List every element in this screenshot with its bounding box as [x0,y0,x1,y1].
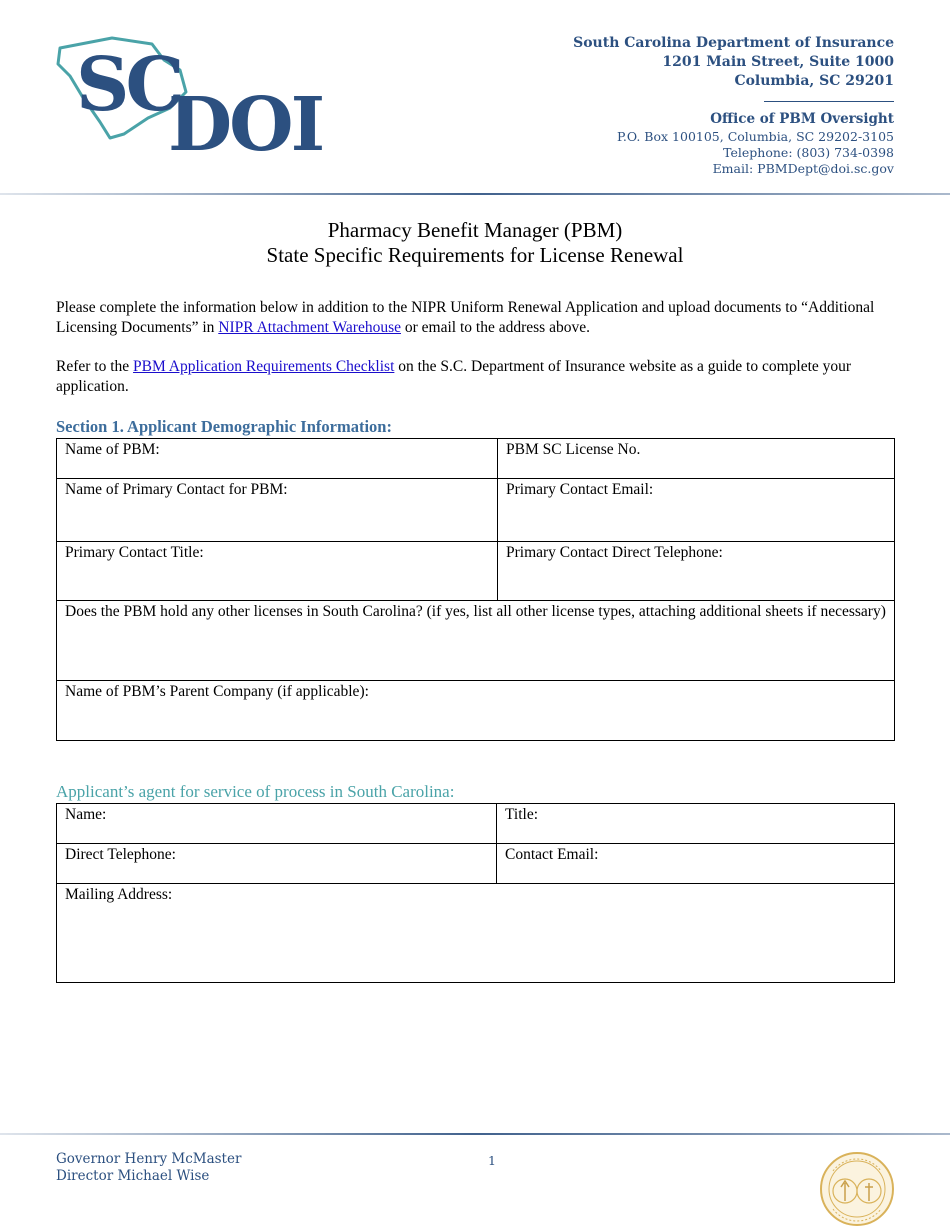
logo-sc-text: SC [76,42,181,128]
agent-title-field[interactable]: Title: [497,804,895,844]
city-address: Columbia, SC 29201 [734,73,894,89]
agent-email-field[interactable]: Contact Email: [497,844,895,884]
director-name: Director Michael Wise [56,1168,210,1184]
primary-email-field[interactable]: Primary Contact Email: [498,479,895,542]
street-address: 1201 Main Street, Suite 1000 [662,54,894,70]
title-line-2: State Specific Requirements for License Renewal [266,243,684,267]
nipr-attachment-warehouse-link[interactable]: NIPR Attachment Warehouse [218,318,401,336]
section-2-heading: Applicant’s agent for service of process in South Carolina: [56,782,455,801]
po-box: P.O. Box 100105, Columbia, SC 29202-3105 [616,129,894,144]
telephone: Telephone: (803) 734-0398 [723,145,894,160]
governor-name: Governor Henry McMaster [56,1151,242,1167]
email: Email: PBMDept@doi.sc.gov [712,161,894,176]
section-1-heading: Section 1. Applicant Demographic Information: [56,417,392,436]
primary-phone-field[interactable]: Primary Contact Direct Telephone: [498,542,895,601]
name-of-pbm-field[interactable]: Name of PBM: [57,439,498,479]
agent-info-table [56,803,895,983]
scdoi-logo [52,30,332,160]
primary-title-field[interactable]: Primary Contact Title: [57,542,498,601]
requirements-checklist-link[interactable]: PBM Application Requirements Checklist [133,358,395,375]
license-no-field[interactable]: PBM SC License No. [498,439,895,479]
other-licenses-field[interactable]: Does the PBM hold any other licenses in South Carolina? (if yes, list all other license types, attaching additional sheets if necessary) [57,601,895,681]
demographic-info-table [56,438,895,741]
footer-officials [56,1151,241,1185]
primary-contact-field[interactable]: Name of Primary Contact for PBM: [57,479,498,542]
title-line-1: Pharmacy Benefit Manager (PBM) [327,218,623,242]
intro-paragraph-1: Please complete the information below in addition to the NIPR Uniform Renewal Application and upload documents to “Additional Licensing Documents” in NIPR Attachment Warehouse or email to the address above. [56,299,875,336]
office-name: Office of PBM Oversight [710,111,894,127]
state-seal-icon [819,1151,895,1227]
agent-phone-field[interactable]: Direct Telephone: [57,844,497,884]
agent-name-field[interactable]: Name: [57,804,497,844]
department-name: South Carolina Department of Insurance [573,35,894,51]
header-band [0,192,950,197]
header-address [573,34,894,177]
intro-paragraph-2: Refer to the PBM Application Requirements Checklist on the S.C. Department of Insurance website as a guide to complete your application. [56,358,852,395]
agent-address-field[interactable]: Mailing Address: [57,884,895,983]
page-number: 1 [488,1153,496,1168]
document-title [0,218,950,268]
parent-company-field[interactable]: Name of PBM’s Parent Company (if applicable): [57,681,895,741]
logo-doi-text: DOI [168,82,323,160]
header-divider [764,101,894,102]
footer-band [0,1132,950,1137]
